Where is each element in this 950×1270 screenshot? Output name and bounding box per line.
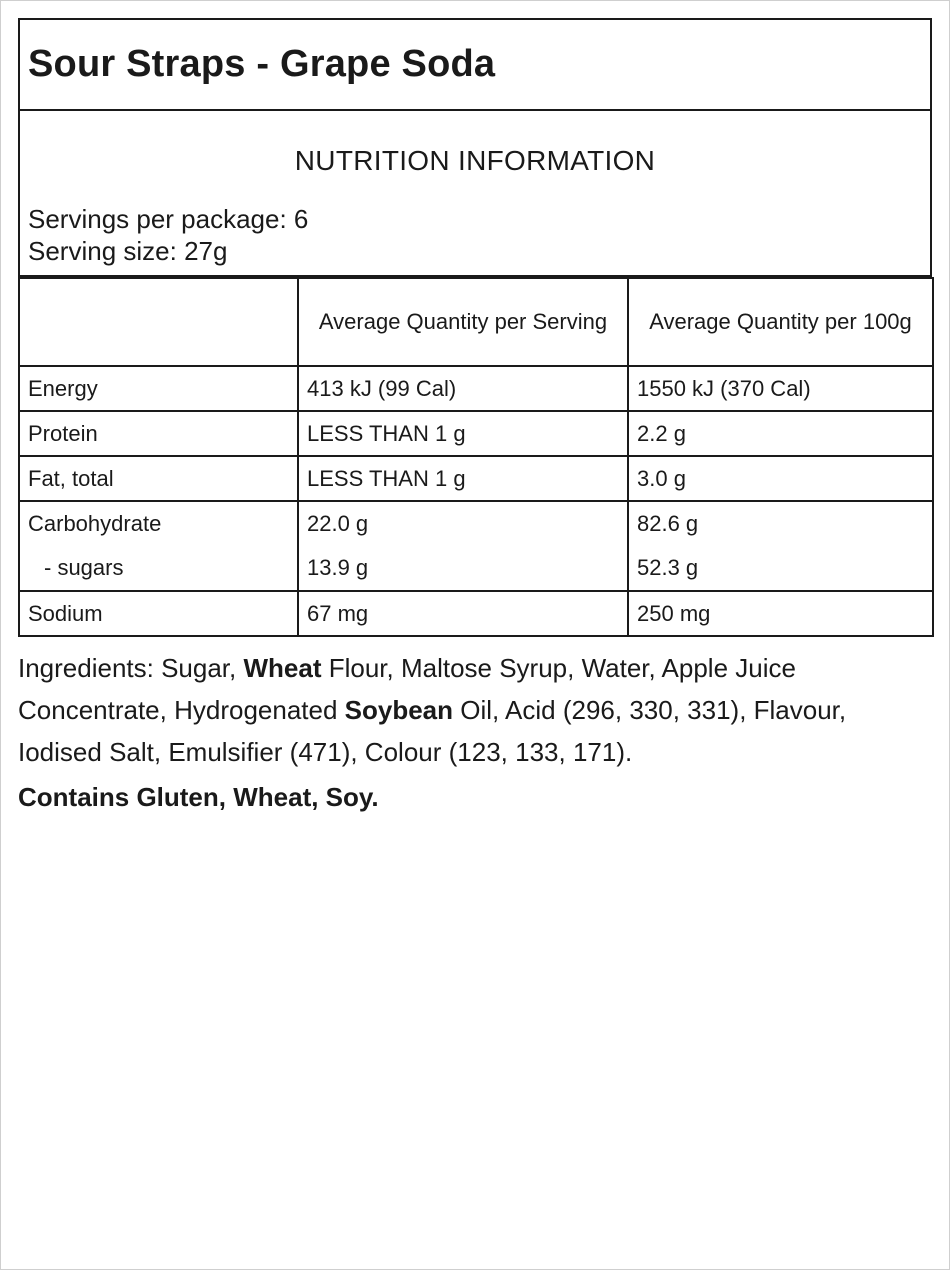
per-serving-value: LESS THAN 1 g bbox=[298, 456, 628, 501]
per-100g-value: 250 mg bbox=[628, 591, 933, 636]
title-box bbox=[18, 18, 932, 111]
ingredients-part: Flour, Maltose Syrup, Water, Apple Juice Concentrate, Hydrogenated bbox=[18, 653, 796, 725]
nutrient-name-cell bbox=[19, 501, 298, 591]
table-row-sodium bbox=[19, 591, 933, 636]
per-100g-value: 1550 kJ (370 Cal) bbox=[628, 366, 933, 411]
per-100g-value: 2.2 g bbox=[628, 411, 933, 456]
per-serving-value: 67 mg bbox=[298, 591, 628, 636]
per-serving-subvalue: 13.9 g bbox=[307, 555, 369, 580]
per-serving-cell bbox=[298, 501, 628, 591]
servings-per-package: Servings per package: 6 bbox=[28, 204, 309, 234]
per-100g-value: 82.6 g bbox=[637, 511, 699, 536]
nutrient-name: Fat, total bbox=[19, 456, 298, 501]
nutrient-name: Carbohydrate bbox=[28, 511, 162, 536]
per-serving-value: 413 kJ (99 Cal) bbox=[298, 366, 628, 411]
table-header-row bbox=[19, 278, 933, 366]
table-row-protein bbox=[19, 411, 933, 456]
nutrition-label bbox=[18, 18, 932, 815]
allergen-wheat: Wheat bbox=[243, 653, 322, 683]
nutrient-name: Protein bbox=[19, 411, 298, 456]
per-100g-subvalue: 52.3 g bbox=[637, 555, 699, 580]
per-100g-value: 3.0 g bbox=[628, 456, 933, 501]
table-row-energy bbox=[19, 366, 933, 411]
per-100g-cell bbox=[628, 501, 933, 591]
column-header-per-serving: Average Quantity per Serving bbox=[298, 278, 628, 366]
allergen-statement: Contains Gluten, Wheat, Soy. bbox=[18, 782, 379, 812]
nutrient-name: Energy bbox=[19, 366, 298, 411]
column-header-nutrient bbox=[19, 278, 298, 366]
nutrition-table bbox=[18, 277, 934, 637]
nutrient-name: Sodium bbox=[19, 591, 298, 636]
table-row-fat bbox=[19, 456, 933, 501]
ingredients-lead: Ingredients: Sugar, bbox=[18, 653, 244, 683]
ingredients-text bbox=[18, 647, 918, 773]
ingredients-part: Oil, Acid (296, 330, 331), Flavour, Iodised Salt, Emulsifier (471), Colour (123, 133, 171). bbox=[18, 695, 847, 767]
nutrition-heading: NUTRITION INFORMATION bbox=[294, 145, 656, 176]
table-row-carbohydrate bbox=[19, 501, 933, 591]
nutrition-info-box bbox=[18, 111, 932, 277]
nutrient-subname: - sugars bbox=[44, 555, 124, 580]
per-serving-value: LESS THAN 1 g bbox=[298, 411, 628, 456]
allergen-soybean: Soybean bbox=[344, 695, 454, 725]
serving-size: Serving size: 27g bbox=[28, 236, 228, 266]
product-title: Sour Straps - Grape Soda bbox=[28, 43, 496, 85]
servings-info bbox=[28, 203, 308, 267]
per-serving-value: 22.0 g bbox=[307, 511, 369, 536]
column-header-per-100g: Average Quantity per 100g bbox=[628, 278, 933, 366]
